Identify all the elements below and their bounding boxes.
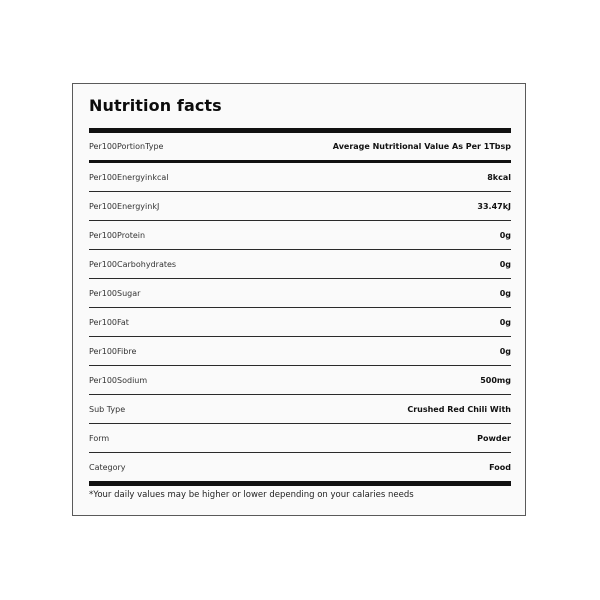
table-row	[89, 308, 511, 337]
nutrition-table	[89, 133, 511, 482]
row-label: Per100Sugar	[89, 288, 141, 298]
row-label: Form	[89, 433, 110, 443]
table-row	[89, 337, 511, 366]
nutrition-facts-panel	[72, 83, 526, 516]
table-row	[89, 453, 511, 482]
row-value: 500mg	[480, 375, 511, 385]
table-row	[89, 221, 511, 250]
row-value: Average Nutritional Value As Per 1Tbsp	[332, 142, 511, 151]
table-row	[89, 133, 511, 163]
row-value: 0g	[499, 317, 511, 327]
table-row	[89, 279, 511, 308]
row-value: 8kcal	[487, 172, 511, 182]
row-value: Crushed Red Chili With	[407, 404, 511, 414]
row-label: Per100EnergyinkJ	[89, 201, 160, 211]
row-label: Per100Protein	[89, 230, 146, 240]
row-value: 0g	[499, 346, 511, 356]
row-value: 0g	[499, 259, 511, 269]
row-label: Per100Fat	[89, 317, 129, 327]
row-label: Per100Sodium	[89, 375, 148, 385]
footnote: *Your daily values may be higher or lower depending on your calaries needs	[89, 490, 414, 500]
row-label: Sub Type	[89, 404, 126, 414]
table-row	[89, 424, 511, 453]
row-label: Per100PortionType	[89, 142, 164, 151]
table-row	[89, 366, 511, 395]
row-value: Food	[489, 463, 511, 472]
table-row	[89, 163, 511, 192]
row-label: Per100Carbohydrates	[89, 259, 177, 269]
table-row	[89, 250, 511, 279]
nutrition-facts-title: Nutrition facts	[89, 96, 222, 115]
table-row	[89, 395, 511, 424]
row-label: Per100Fibre	[89, 346, 137, 356]
row-label: Category	[89, 463, 126, 472]
row-value: 33.47kJ	[477, 201, 511, 211]
row-value: Powder	[477, 433, 511, 443]
table-row	[89, 192, 511, 221]
row-value: 0g	[499, 288, 511, 298]
row-value: 0g	[499, 230, 511, 240]
row-label: Per100Energyinkcal	[89, 172, 169, 182]
bottom-divider	[89, 481, 511, 486]
